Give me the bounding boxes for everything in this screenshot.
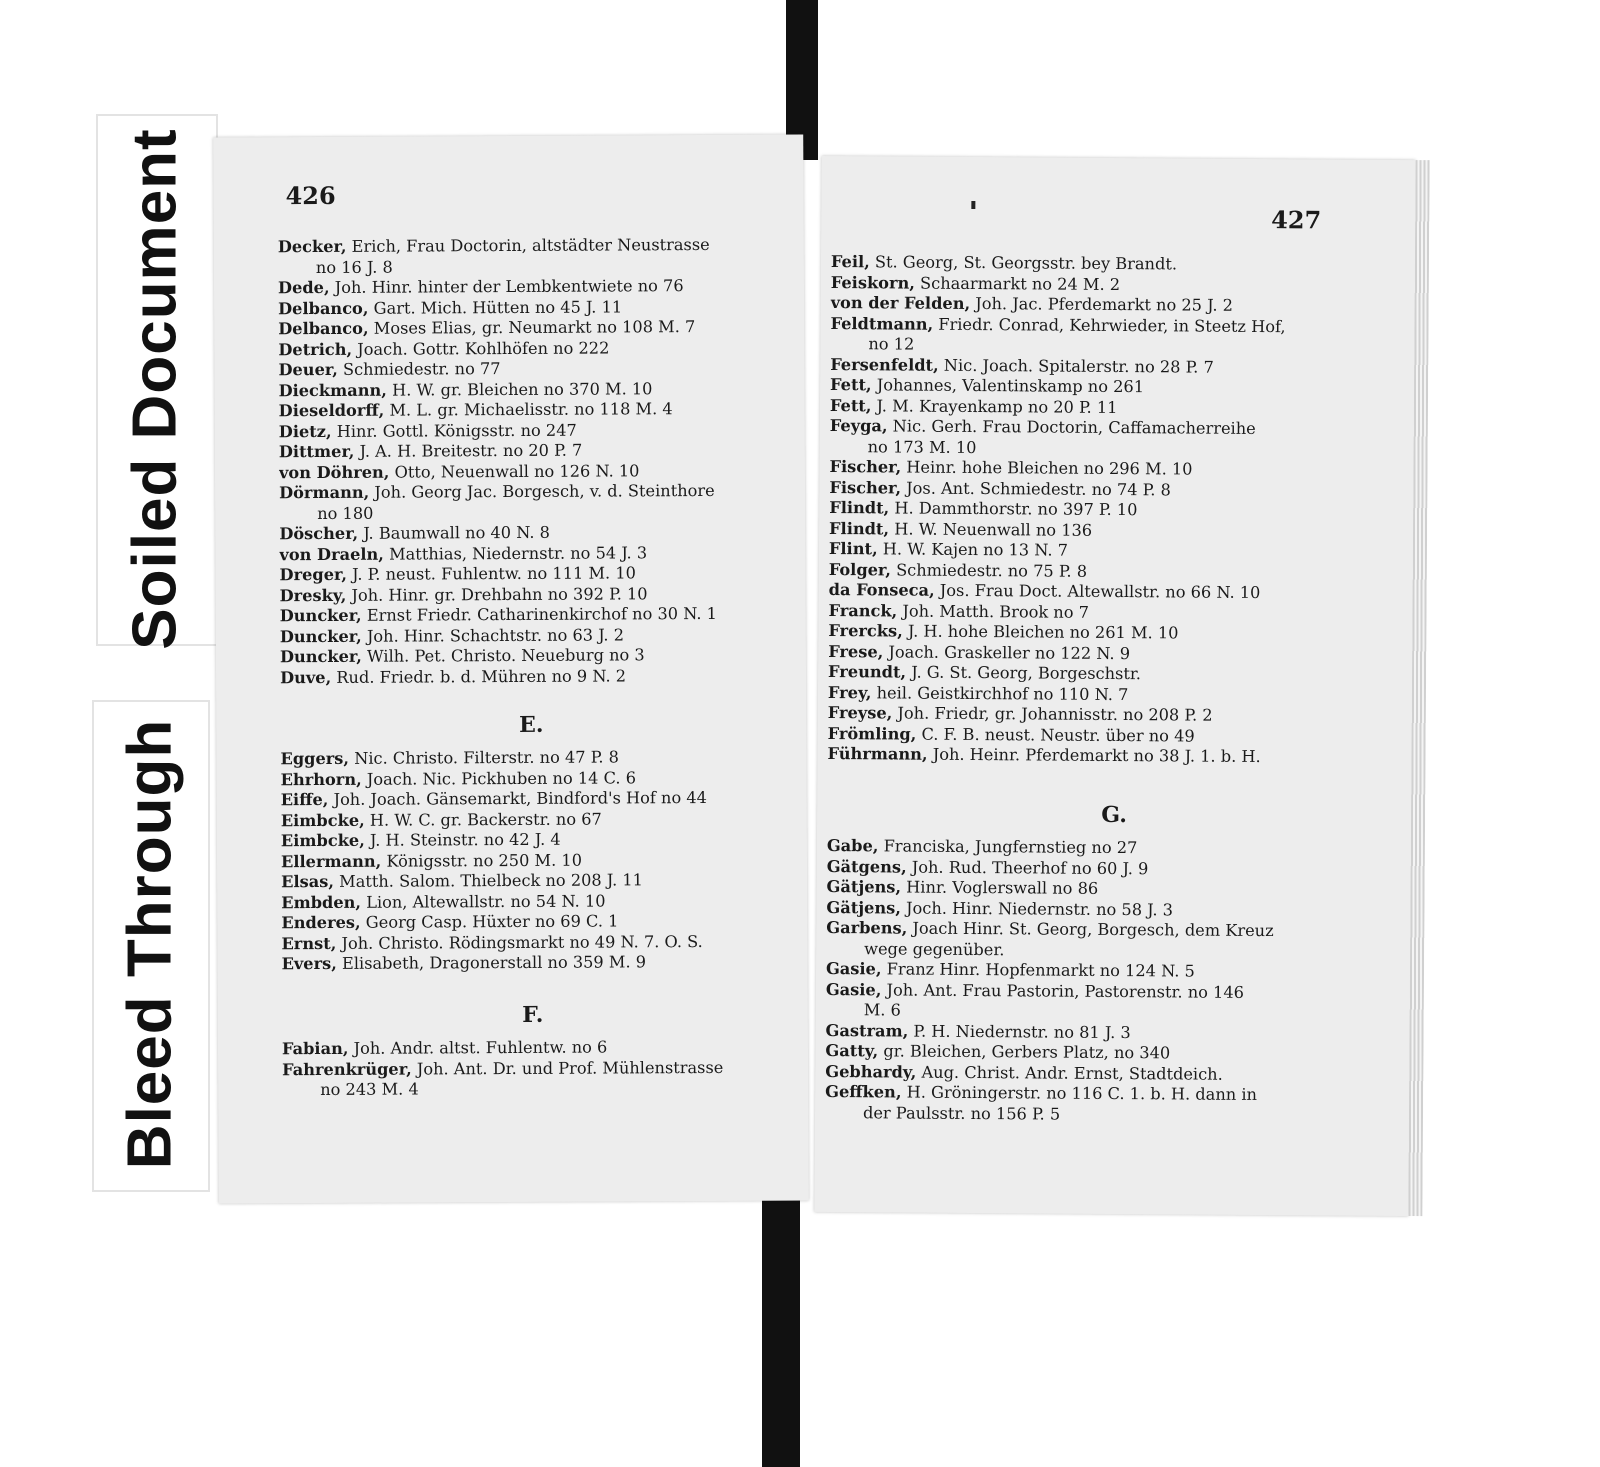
entry-name: Deuer, xyxy=(278,359,338,380)
entry-name: Franck, xyxy=(828,600,898,620)
bleed-through-label: Bleed Through xyxy=(115,718,185,1170)
entry-details: Nic. Christo. Filterstr. no 47 P. 8 xyxy=(348,747,619,768)
entry-details: gr. Bleichen, Gerbers Platz, no 340 xyxy=(878,1041,1171,1063)
entry-name: Dittmer, xyxy=(278,441,355,462)
directory-entry xyxy=(279,563,777,586)
entry-details: heil. Geistkirchhof no 110 N. 7 xyxy=(871,682,1129,704)
entry-details: Schaarmarkt no 24 M. 2 xyxy=(914,273,1121,294)
entry-name: von Döhren, xyxy=(278,462,390,482)
directory-entry xyxy=(280,645,778,668)
entry-details: Joh. Christo. Rödingsmarkt no 49 N. 7. O. S. xyxy=(336,931,703,953)
entries-f-right xyxy=(827,252,1325,768)
directory-entry xyxy=(278,358,776,381)
entry-name: Feil, xyxy=(830,252,870,272)
directory-entry xyxy=(278,378,776,401)
entry-name: Frese, xyxy=(828,641,884,661)
entry-name: Feldtmann, xyxy=(830,313,934,334)
entry-name: Fischer, xyxy=(829,477,902,498)
directory-entry xyxy=(281,911,779,934)
entry-name: Garbens, xyxy=(826,917,908,938)
directory-entry xyxy=(827,744,1321,768)
entry-name: Eimbcke, xyxy=(280,830,365,851)
entry-continuation: no 180 xyxy=(317,503,374,523)
entry-details: H. W. C. gr. Backerstr. no 67 xyxy=(364,809,602,830)
entry-name: Dede, xyxy=(277,277,330,298)
entry-details: Joch. Hinr. Niedernstr. no 58 J. 3 xyxy=(900,898,1174,919)
directory-entry xyxy=(280,583,778,606)
entry-continuation: no 16 J. 8 xyxy=(315,257,393,277)
entry-name: Gasie, xyxy=(825,958,882,979)
entry-details: Aug. Christ. Andr. Ernst, Stadtdeich. xyxy=(916,1062,1223,1084)
entry-details: Schmiedestr. no 77 xyxy=(337,359,501,379)
directory-entry xyxy=(279,440,777,463)
entry-name: Dreger, xyxy=(279,564,348,585)
entry-details: Nic. Joach. Spitalerstr. no 28 P. 7 xyxy=(938,355,1214,377)
entry-name: Duve, xyxy=(279,667,332,687)
entry-name: Fabian, xyxy=(281,1038,349,1059)
entry-name: Frercks, xyxy=(828,620,903,641)
left-page xyxy=(213,134,809,1203)
entry-details: H. W. Kajen no 13 N. 7 xyxy=(877,539,1069,560)
entry-name: Dietz, xyxy=(278,421,332,441)
entry-details: H. Dammthorstr. no 397 P. 10 xyxy=(889,498,1138,520)
ink-speck xyxy=(971,201,975,209)
entry-details: Matth. Salom. Thielbeck no 208 J. 11 xyxy=(333,870,644,891)
directory-entry xyxy=(278,296,776,319)
directory-entry xyxy=(279,460,777,483)
directory-entry xyxy=(280,747,778,770)
directory-entry xyxy=(278,235,776,258)
directory-entry xyxy=(281,808,779,831)
directory-entry xyxy=(279,481,777,504)
entry-name: Fett, xyxy=(829,395,872,415)
entry-details: Matthias, Niedernstr. no 54 J. 3 xyxy=(383,542,648,564)
entry-name: Freyse, xyxy=(827,702,893,723)
directory-entry xyxy=(281,767,779,790)
entry-name: Dörmann, xyxy=(279,482,370,503)
directory-entry xyxy=(278,276,776,299)
entry-details: Johannes, Valentinskamp no 261 xyxy=(871,375,1145,397)
entry-details: Franz Hinr. Hopfenmarkt no 124 N. 5 xyxy=(881,959,1195,981)
directory-entry xyxy=(280,665,778,688)
entry-continuation: M. 6 xyxy=(863,1000,901,1020)
entry-details: Friedr. Conrad, Kehrwieder, in Steetz Hof, xyxy=(933,314,1286,336)
right-page xyxy=(814,156,1415,1216)
entries-f-left xyxy=(282,1037,780,1101)
entry-name: Führmann, xyxy=(827,743,928,764)
entry-continuation: no 243 M. 4 xyxy=(320,1079,419,1100)
entry-details: Erich, Frau Doctorin, altstädter Neustrasse xyxy=(346,234,710,256)
entry-name: Decker, xyxy=(277,236,347,257)
page-edge xyxy=(1408,160,1429,1216)
entry-details: J. P. neust. Fuhlentw. no 111 M. 10 xyxy=(346,563,636,584)
directory-entry xyxy=(281,931,779,954)
entry-details: Lion, Altewallstr. no 54 N. 10 xyxy=(360,891,606,912)
directory-entry xyxy=(282,1057,780,1080)
entry-name: von der Felden, xyxy=(830,293,971,313)
entry-details: P. H. Niedernstr. no 81 J. 3 xyxy=(908,1021,1131,1042)
entry-name: Delbanco, xyxy=(278,318,369,339)
entry-name: Döscher, xyxy=(279,523,359,544)
entry-continuation: no 173 M. 10 xyxy=(867,436,977,457)
entry-name: Detrich, xyxy=(278,339,353,359)
entry-details: H. W. Neuenwall no 136 xyxy=(889,518,1093,540)
entry-details: Franciska, Jungfernstieg no 27 xyxy=(878,836,1138,858)
entry-details: Moses Elias, gr. Neumarkt no 108 M. 7 xyxy=(368,317,696,338)
entry-details: Hinr. Gottl. Königsstr. no 247 xyxy=(331,420,577,441)
entry-name: Elsas, xyxy=(281,871,335,892)
entry-details: Heinr. hohe Bleichen no 296 M. 10 xyxy=(901,457,1193,479)
directory-entry xyxy=(278,337,776,360)
directory-entry xyxy=(279,542,777,565)
entry-details: J. H. hohe Bleichen no 261 M. 10 xyxy=(902,621,1179,643)
entry-name: Gätgens, xyxy=(826,856,907,877)
directory-entry xyxy=(281,829,779,852)
directory-entry xyxy=(281,870,779,893)
entry-name: Duncker, xyxy=(279,605,362,626)
entry-name: Eimbcke, xyxy=(280,810,365,830)
entry-continuation: wege gegenüber. xyxy=(864,938,1005,959)
entry-name: Gätjens, xyxy=(826,876,902,897)
entry-name: Gatty, xyxy=(825,1040,879,1061)
entry-details: Joh. Hinr. hinter der Lembkentwiete no 76 xyxy=(329,276,684,297)
entry-details: Joach Hinr. St. Georg, Borgesch, dem Kreuz xyxy=(907,918,1274,941)
entry-details: J. M. Krayenkamp no 20 P. 11 xyxy=(871,395,1118,417)
entry-details: Joh. Ant. Dr. und Prof. Mühlenstrasse xyxy=(411,1057,724,1079)
entry-name: von Draeln, xyxy=(279,544,384,564)
entry-name: Gabe, xyxy=(826,835,879,856)
page-number-right: 427 xyxy=(1271,205,1322,235)
entry-name: Fischer, xyxy=(829,457,902,477)
entry-details: Schmiedestr. no 75 P. 8 xyxy=(890,559,1088,581)
entry-details: Joh. Georg Jac. Borgesch, v. d. Steinthore xyxy=(369,480,715,502)
directory-entry xyxy=(280,604,778,627)
entry-details: H. W. gr. Bleichen no 370 M. 10 xyxy=(386,378,653,400)
entry-details: Georg Casp. Hüxter no 69 C. 1 xyxy=(360,911,619,932)
entry-continuation: der Paulsstr. no 156 P. 5 xyxy=(862,1102,1061,1124)
entry-name: Dieckmann, xyxy=(278,380,387,400)
entry-details: Ernst Friedr. Catharinenkirchof no 30 N. 1 xyxy=(361,603,717,625)
directory-entry xyxy=(281,952,779,975)
entry-name: Enderes, xyxy=(281,912,361,933)
section-letter-e: E. xyxy=(519,711,544,738)
entry-name: Dresky, xyxy=(279,585,347,605)
entry-details: J. G. St. Georg, Borgeschstr. xyxy=(906,662,1142,684)
directory-entry xyxy=(281,890,779,913)
entry-details: Otto, Neuenwall no 126 N. 10 xyxy=(389,460,640,482)
directory-entry xyxy=(279,522,777,545)
entry-name: Feyga, xyxy=(829,416,888,436)
entry-details: Joh. Hinr. gr. Drehbahn no 392 P. 10 xyxy=(346,583,648,605)
entry-details: J. H. Steinstr. no 42 J. 4 xyxy=(364,829,561,850)
entry-name: Freundt, xyxy=(828,661,907,682)
entry-name: Flint, xyxy=(828,538,878,559)
entry-details: Elisabeth, Dragonerstall no 359 M. 9 xyxy=(336,952,647,973)
entry-details: Joh. Joach. Gänsemarkt, Bindford's Hof no 44 xyxy=(328,787,707,809)
entry-name: Fersenfeldt, xyxy=(830,354,939,375)
entry-name: Frömling, xyxy=(827,723,917,744)
entry-details: J. Baumwall no 40 N. 8 xyxy=(358,522,550,543)
entry-details: Wilh. Pet. Christo. Neueburg no 3 xyxy=(361,645,645,666)
directory-entry xyxy=(825,1082,1319,1106)
section-letter-f: F. xyxy=(522,1001,544,1028)
entries-d xyxy=(278,235,778,689)
entry-name: Ehrhorn, xyxy=(280,769,362,789)
entry-name: Flindt, xyxy=(829,518,890,538)
entry-details: H. Gröningerstr. no 116 C. 1. b. H. dann in xyxy=(901,1082,1258,1105)
entry-details: Jos. Ant. Schmiedestr. no 74 P. 8 xyxy=(900,478,1171,499)
entry-details: Joh. Rud. Theerhof no 60 J. 9 xyxy=(906,857,1149,878)
entries-g xyxy=(825,836,1321,1126)
entry-name: Geffken, xyxy=(825,1081,902,1102)
entry-name: Embden, xyxy=(281,892,362,912)
gutter-bar-bottom xyxy=(762,1195,800,1467)
directory-entry xyxy=(280,624,778,647)
entry-details: Hinr. Voglerswall no 86 xyxy=(900,877,1099,898)
entry-name: Duncker, xyxy=(279,646,362,667)
directory-entry xyxy=(279,399,777,422)
entry-name: Feiskorn, xyxy=(830,272,916,293)
entry-continuation: no 12 xyxy=(868,334,915,354)
directory-entry xyxy=(826,918,1320,942)
entry-name: Gastram, xyxy=(825,1020,909,1041)
entry-name: Gätjens, xyxy=(826,897,901,918)
entry-details: M. L. gr. Michaelisstr. no 118 M. 4 xyxy=(384,399,673,420)
entry-details: Joh. Friedr, gr. Johannisstr. no 208 P. 2 xyxy=(892,703,1213,725)
entry-name: Flindt, xyxy=(829,498,890,518)
entry-name: Eggers, xyxy=(280,748,350,769)
entry-details: St. Georg, St. Georgsstr. bey Brandt. xyxy=(869,252,1178,274)
entry-details: Joach. Graskeller no 122 N. 9 xyxy=(883,641,1131,663)
entry-name: Evers, xyxy=(281,953,337,974)
entry-details: Gart. Mich. Hütten no 45 J. 11 xyxy=(368,296,623,318)
entry-details: Joh. Heinr. Pferdemarkt no 38 J. 1. b. H. xyxy=(927,744,1261,767)
directory-entry xyxy=(279,419,777,442)
entry-name: da Fonseca, xyxy=(828,579,935,600)
section-letter-g: G. xyxy=(1101,801,1128,829)
soiled-document-label: Soiled Document xyxy=(120,128,190,650)
entry-details: Joach. Nic. Pickhuben no 14 C. 6 xyxy=(361,767,637,789)
entry-details: Joh. Jac. Pferdemarkt no 25 J. 2 xyxy=(970,293,1234,315)
entry-details: Nic. Gerh. Frau Doctorin, Caffamacherreihe xyxy=(887,416,1256,438)
entry-name: Dieseldorff, xyxy=(278,400,385,421)
directory-entry xyxy=(282,1037,780,1060)
entry-name: Folger, xyxy=(828,559,892,579)
entry-name: Gebhardy, xyxy=(825,1061,917,1082)
entry-details: Joh. Andr. altst. Fuhlentw. no 6 xyxy=(348,1037,608,1058)
entry-details: Joh. Hinr. Schachtstr. no 63 J. 2 xyxy=(361,624,625,646)
entry-name: Fahrenkrüger, xyxy=(282,1059,412,1079)
entry-details: C. F. B. neust. Neustr. über no 49 xyxy=(916,724,1195,746)
entry-name: Eiffe, xyxy=(280,789,329,810)
directory-entry xyxy=(281,788,779,811)
entry-details: Jos. Frau Doct. Altewallstr. no 66 N. 10 xyxy=(934,580,1261,603)
entries-e xyxy=(280,747,779,975)
entry-details: Rud. Friedr. b. d. Mühren no 9 N. 2 xyxy=(331,665,627,687)
entry-details: Joh. Ant. Frau Pastorin, Pastorenstr. no 146 xyxy=(881,979,1245,1002)
directory-entry xyxy=(281,849,779,872)
entry-details: Joh. Matth. Brook no 7 xyxy=(897,600,1090,622)
entry-name: Fett, xyxy=(830,375,872,395)
entry-details: Joach. Gottr. Kohlhöfen no 222 xyxy=(352,337,610,359)
entry-name: Ernst, xyxy=(281,933,337,953)
entry-name: Frey, xyxy=(827,682,872,702)
entry-name: Ellermann, xyxy=(280,851,382,871)
entry-details: J. A. H. Breitestr. no 20 P. 7 xyxy=(354,440,583,461)
entry-details: Königsstr. no 250 M. 10 xyxy=(381,850,583,871)
directory-entry xyxy=(830,416,1324,440)
directory-entry xyxy=(278,317,776,340)
entry-name: Gasie, xyxy=(825,979,882,999)
entry-name: Delbanco, xyxy=(278,298,369,318)
page-number-left: 426 xyxy=(285,180,336,211)
entry-name: Duncker, xyxy=(279,626,362,646)
